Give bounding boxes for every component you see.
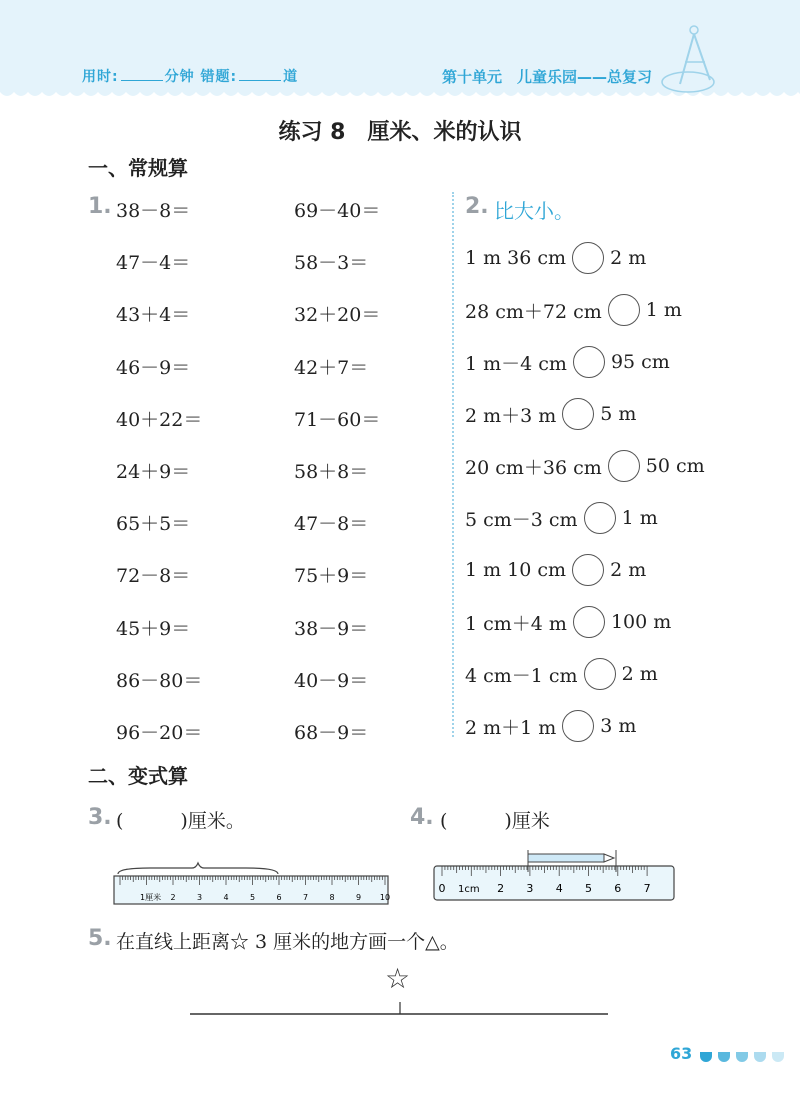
equation-item: 43＋4＝ bbox=[116, 304, 191, 327]
section-heading-2: 二、变式算 bbox=[88, 764, 188, 788]
ruler-tick-label: 3 bbox=[526, 882, 534, 895]
compare-left: 4 cm－1 cm bbox=[465, 664, 578, 687]
compare-row bbox=[465, 658, 658, 690]
ruler-tick-label: 4 bbox=[223, 893, 229, 902]
question-3-number: 3. bbox=[88, 805, 112, 830]
compare-row bbox=[465, 450, 705, 482]
ruler-tick-label: 2 bbox=[497, 882, 505, 895]
compare-row bbox=[465, 502, 658, 534]
compare-answer-circle[interactable] bbox=[573, 346, 605, 378]
errors-label: 错题: bbox=[200, 69, 238, 85]
compare-left: 1 m－4 cm bbox=[465, 352, 567, 375]
equation-item: 72－8＝ bbox=[116, 565, 191, 588]
equation-item: 69－40＝ bbox=[294, 200, 381, 222]
compare-answer-circle[interactable] bbox=[608, 450, 640, 482]
page-title: 练习 8 厘米、米的认识 bbox=[278, 120, 522, 145]
compare-answer-circle[interactable] bbox=[573, 606, 605, 638]
ruler-tick-label: 6 bbox=[276, 893, 282, 902]
compare-right: 2 m bbox=[610, 247, 647, 269]
compare-right: 2 m bbox=[610, 559, 647, 581]
equation-item: 47－4＝ bbox=[116, 252, 191, 275]
equation-item: 71－60＝ bbox=[294, 408, 381, 431]
section-heading-1: 一、常规算 bbox=[88, 156, 188, 180]
compare-row bbox=[465, 242, 646, 274]
compare-left: 1 m 36 cm bbox=[465, 247, 567, 269]
equation-item: 46－9＝ bbox=[116, 356, 191, 379]
compare-answer-circle[interactable] bbox=[562, 710, 594, 742]
compare-right: 95 cm bbox=[610, 351, 670, 373]
question-4-answer-blank[interactable]: ( )厘米 bbox=[440, 810, 550, 832]
compare-right: 1 m bbox=[645, 299, 682, 321]
equation-item: 24＋9＝ bbox=[116, 461, 191, 483]
errors-blank[interactable] bbox=[239, 68, 281, 81]
compare-right: 5 m bbox=[600, 403, 637, 425]
star-icon: ☆ bbox=[385, 962, 411, 995]
compare-answer-circle[interactable] bbox=[584, 658, 616, 690]
question-5-number: 5. bbox=[88, 926, 112, 951]
ruler-1 bbox=[110, 860, 392, 908]
drawing-line[interactable] bbox=[188, 1000, 612, 1020]
ruler-tick-label: 3 bbox=[196, 893, 203, 902]
equation-item: 75＋9＝ bbox=[294, 565, 369, 588]
equation-item: 42＋7＝ bbox=[294, 356, 369, 379]
ruler-2 bbox=[432, 846, 677, 904]
compass-icon bbox=[658, 22, 728, 98]
dao-label: 道 bbox=[283, 69, 299, 85]
ruler-tick-label: 10 bbox=[379, 893, 391, 902]
time-blank[interactable] bbox=[121, 68, 163, 81]
column-divider bbox=[452, 192, 454, 737]
ruler-tick-label: 5 bbox=[585, 882, 592, 895]
compare-right: 100 m bbox=[610, 611, 672, 633]
ruler-tick-label: 2 bbox=[170, 893, 176, 902]
question-2-title: 比大小。 bbox=[494, 199, 574, 223]
ruler-tick-label: 9 bbox=[355, 893, 362, 902]
ruler-1-unit-label: 1厘米 bbox=[140, 893, 162, 902]
equation-item: 40＋22＝ bbox=[116, 408, 203, 431]
compare-right: 1 m bbox=[621, 507, 658, 529]
equation-item: 96－20＝ bbox=[116, 722, 203, 744]
compare-left: 1 cm＋4 m bbox=[465, 612, 567, 635]
pencil-tip-icon bbox=[604, 854, 614, 862]
equation-item: 65＋5＝ bbox=[116, 513, 191, 536]
question-3-answer-blank[interactable]: ( )厘米。 bbox=[116, 810, 245, 832]
compare-left: 28 cm＋72 cm bbox=[465, 300, 602, 323]
compare-row bbox=[465, 346, 670, 378]
ruler-tick-label: 6 bbox=[614, 882, 622, 895]
compare-answer-circle[interactable] bbox=[562, 398, 594, 430]
compare-row bbox=[465, 398, 636, 430]
compare-left: 2 m＋3 m bbox=[465, 404, 557, 427]
page-dots-decoration bbox=[700, 1047, 790, 1066]
equation-item: 58－3＝ bbox=[294, 252, 369, 275]
ruler-1-bracket bbox=[118, 863, 278, 874]
compare-row bbox=[465, 606, 671, 638]
ruler-tick-label: 7 bbox=[643, 882, 651, 895]
equation-item: 45＋9＝ bbox=[116, 617, 191, 640]
compare-answer-circle[interactable] bbox=[572, 242, 604, 274]
pencil-icon bbox=[528, 854, 604, 862]
ruler-tick-label: 5 bbox=[249, 893, 256, 902]
equation-item: 86－80＝ bbox=[116, 669, 203, 692]
compare-right: 50 cm bbox=[645, 455, 705, 477]
ruler-tick-label: 0 bbox=[438, 882, 446, 895]
ruler-tick-label: 4 bbox=[555, 882, 563, 895]
ruler-tick-label: 7 bbox=[302, 893, 309, 902]
compare-row bbox=[465, 710, 636, 742]
unit-title: 第十单元 儿童乐园——总复习 bbox=[442, 68, 653, 86]
equation-item: 47－8＝ bbox=[294, 513, 369, 536]
page-number: 63 bbox=[670, 1044, 693, 1063]
ruler-2-unit-label: 1cm bbox=[458, 884, 480, 895]
equation-item: 68－9＝ bbox=[294, 722, 369, 744]
time-label: 用时: bbox=[82, 69, 119, 85]
equation-item: 32＋20＝ bbox=[294, 304, 381, 327]
equation-item: 40－9＝ bbox=[294, 669, 369, 692]
compare-answer-circle[interactable] bbox=[608, 294, 640, 326]
equation-item: 38－8＝ bbox=[116, 200, 191, 222]
question-5-text: 在直线上距离☆ 3 厘米的地方画一个△。 bbox=[116, 931, 459, 953]
compare-row bbox=[465, 294, 682, 326]
compare-answer-circle[interactable] bbox=[584, 502, 616, 534]
question-2-number: 2. bbox=[465, 194, 489, 219]
equation-item: 58＋8＝ bbox=[294, 461, 369, 483]
ruler-tick-label: 8 bbox=[329, 893, 335, 902]
compare-left: 5 cm－3 cm bbox=[465, 508, 578, 531]
compare-left: 2 m＋1 m bbox=[465, 716, 557, 739]
question-4-number: 4. bbox=[410, 805, 434, 830]
time-errors-fields bbox=[82, 66, 298, 86]
compare-right: 2 m bbox=[621, 663, 658, 685]
compare-left: 1 m 10 cm bbox=[465, 559, 567, 581]
minute-label: 分钟 bbox=[164, 69, 195, 85]
question-1-number: 1. bbox=[88, 194, 112, 219]
compare-left: 20 cm＋36 cm bbox=[465, 456, 602, 479]
compare-right: 3 m bbox=[600, 715, 637, 737]
compare-row bbox=[465, 554, 646, 586]
compare-answer-circle[interactable] bbox=[572, 554, 604, 586]
equation-item: 38－9＝ bbox=[294, 617, 369, 640]
